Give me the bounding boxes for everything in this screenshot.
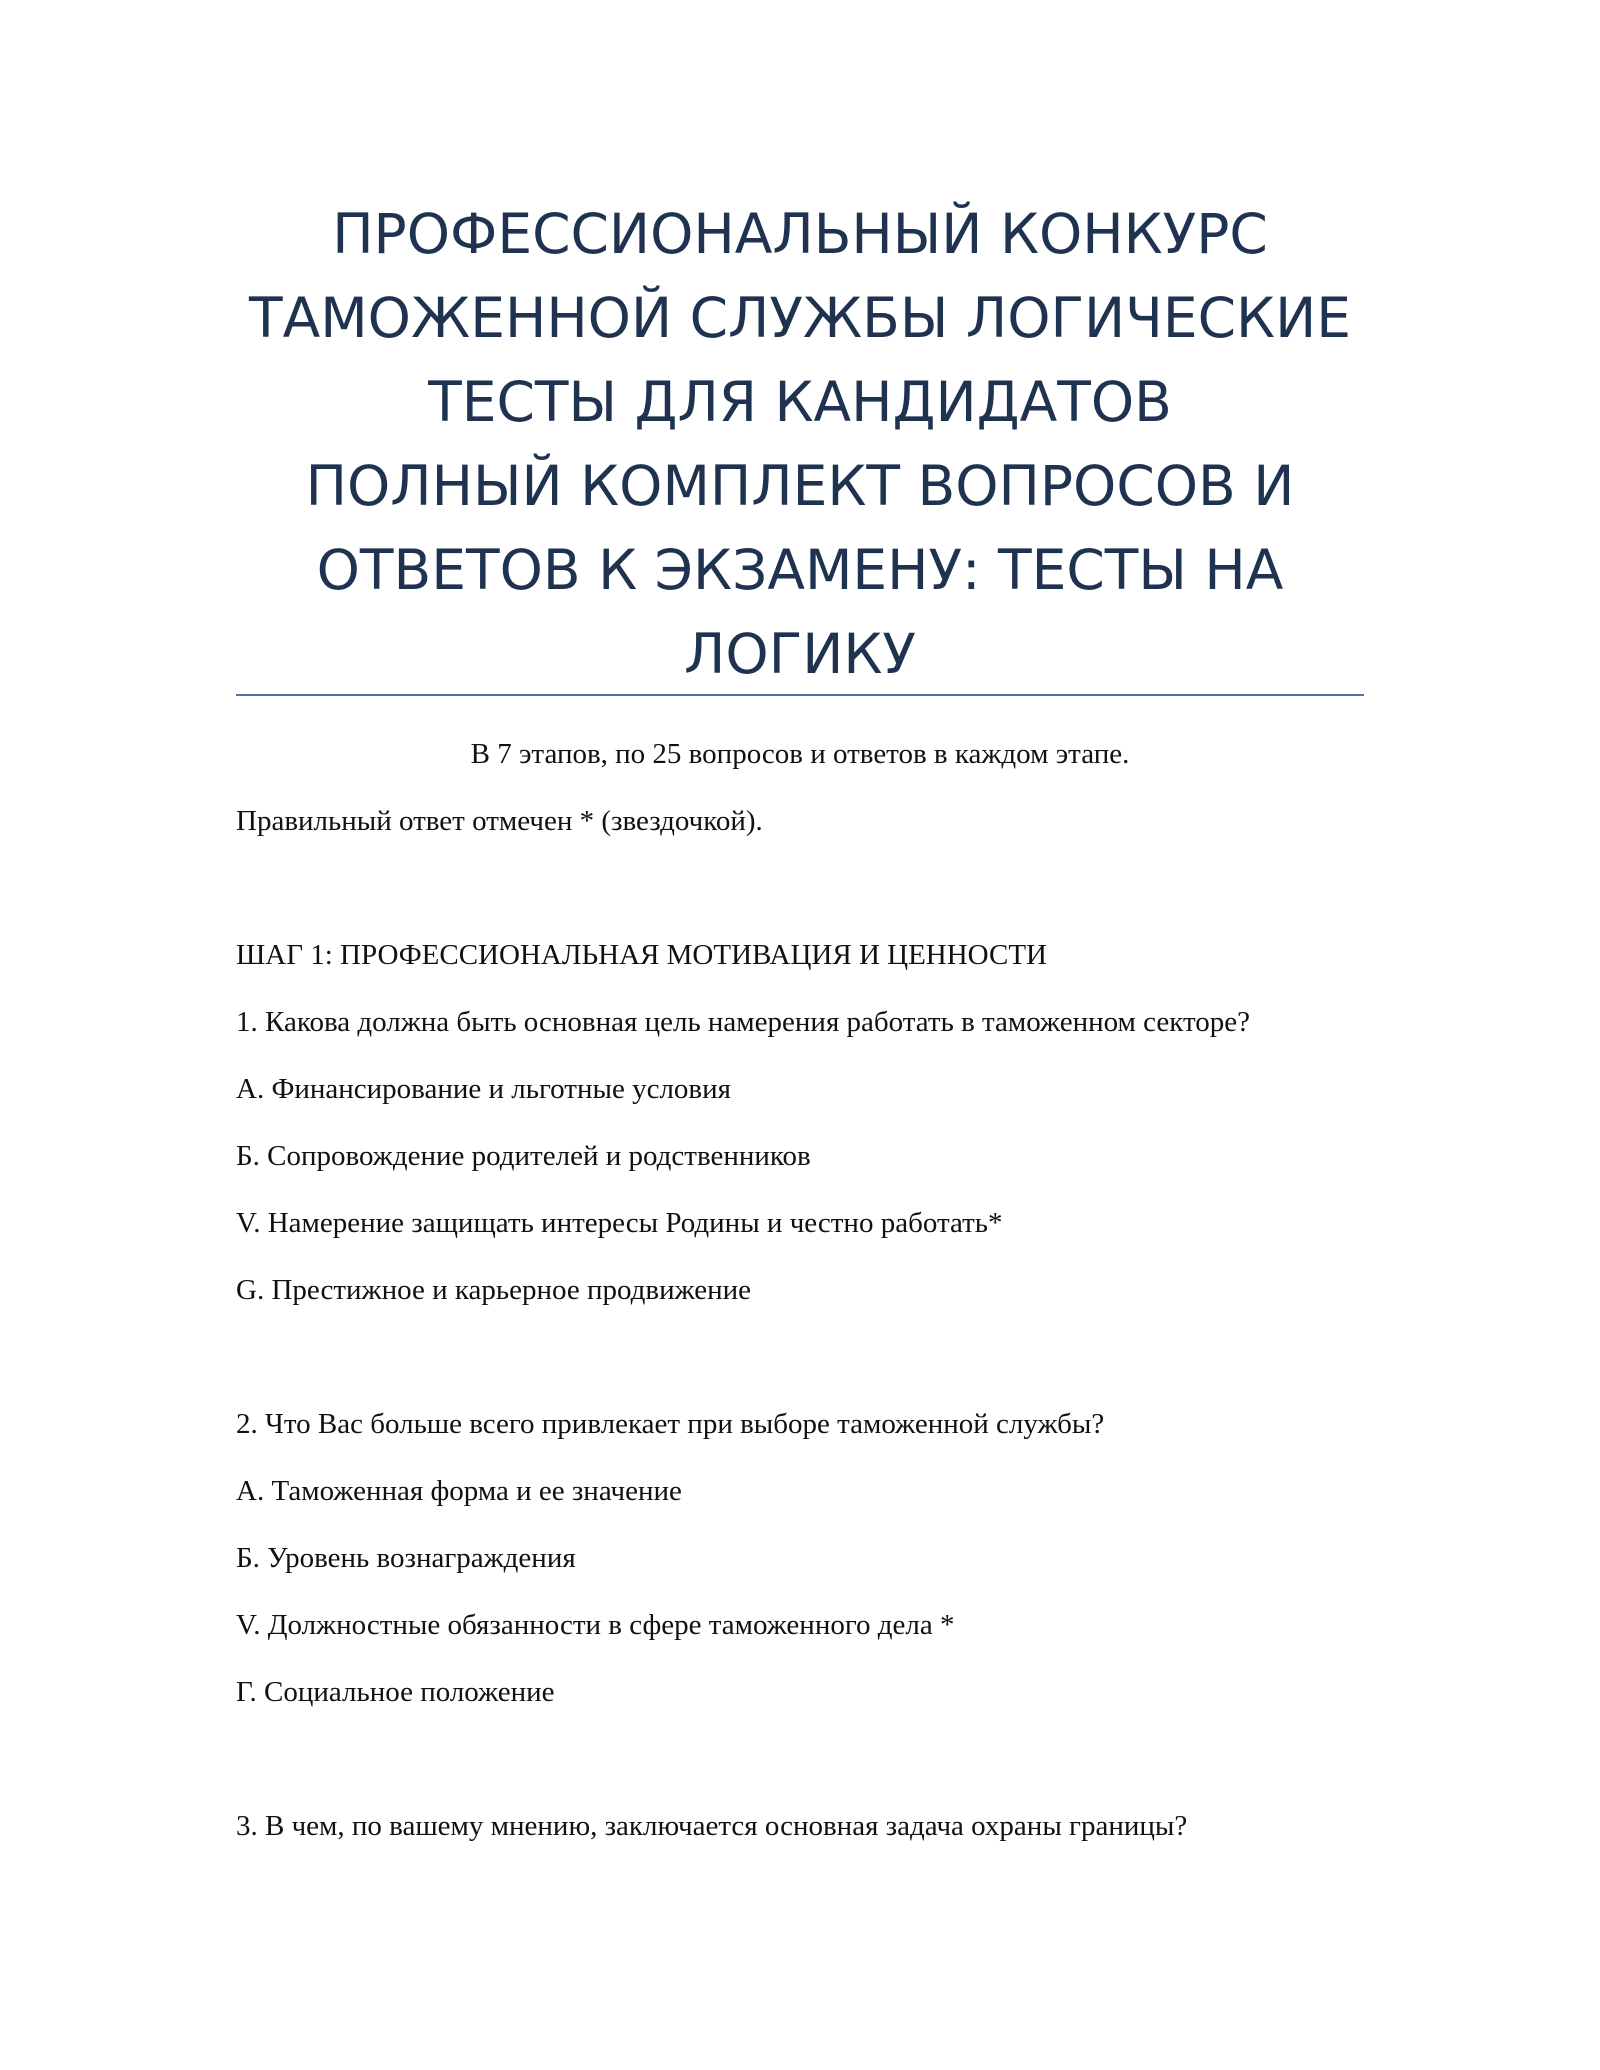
answer-option: Б. Сопровождение родителей и родственников — [236, 1140, 811, 1172]
answer-option: G. Престижное и карьерное продвижение — [236, 1274, 752, 1306]
question-text: 3. В чем, по вашему мнению, заключается основная задача охраны границы? — [236, 1810, 1188, 1842]
title-divider — [236, 694, 1364, 696]
answer-option: А. Таможенная форма и ее значение — [236, 1475, 682, 1507]
title-line: ТАМОЖЕННОЙ СЛУЖБЫ ЛОГИЧЕСКИЕ — [249, 286, 1351, 350]
stages-note: В 7 этапов, по 25 вопросов и ответов в каждом этапе. — [470, 738, 1130, 770]
answer-option-correct: V. Намерение защищать интересы Родины и честно работать* — [236, 1207, 1003, 1239]
question-text: 2. Что Вас больше всего привлекает при выборе таможенной службы? — [236, 1408, 1105, 1440]
answer-option: А. Финансирование и льготные условия — [236, 1073, 731, 1105]
title-line: ЛОГИКУ — [684, 622, 916, 686]
title-line: ПОЛНЫЙ КОМПЛЕКТ ВОПРОСОВ И — [305, 454, 1295, 518]
answer-option: Г. Социальное положение — [236, 1676, 555, 1708]
title-line: ПРОФЕССИОНАЛЬНЫЙ КОНКУРС — [332, 202, 1268, 266]
title-line: ОТВЕТОВ К ЭКЗАМЕНУ: ТЕСТЫ НА — [316, 538, 1284, 602]
answer-option-correct: V. Должностные обязанности в сфере таможенного дела * — [236, 1609, 955, 1641]
question-text: 1. Какова должна быть основная цель намерения работать в таможенном секторе? — [236, 1006, 1250, 1038]
step-heading: ШАГ 1: ПРОФЕССИОНАЛЬНАЯ МОТИВАЦИЯ И ЦЕННОСТИ — [236, 939, 1047, 971]
title-line: ТЕСТЫ ДЛЯ КАНДИДАТОВ — [428, 370, 1172, 434]
answer-note: Правильный ответ отмечен * (звездочкой). — [236, 805, 763, 837]
document-title — [236, 192, 1364, 696]
answer-option: Б. Уровень вознаграждения — [236, 1542, 576, 1574]
